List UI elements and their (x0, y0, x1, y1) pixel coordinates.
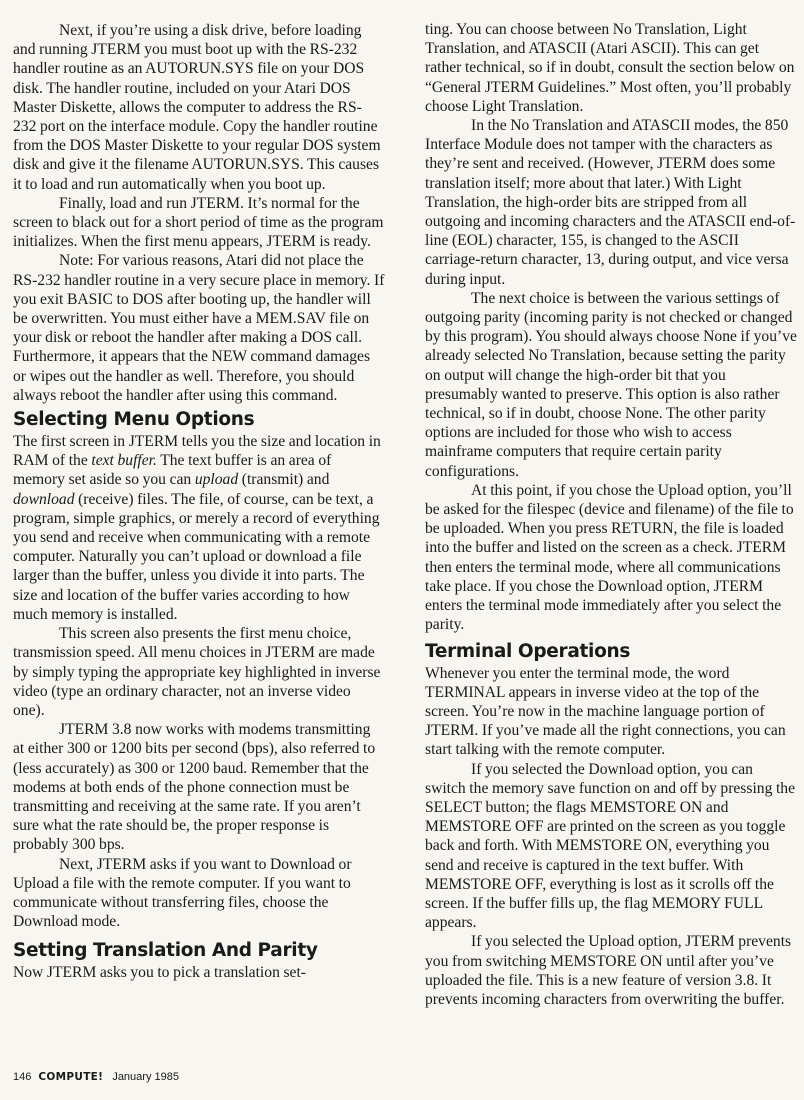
paragraph: JTERM 3.8 now works with modems transmitting at either 300 or 1200 bits per second (bps), also referred to (less accurately) as 300 or 1200 baud. Remember that the modems at both ends of the phone connection must be transmitting and receiving at the same rate. If you aren’t sure what the rate should be, the proper response is probably 300 bps. (13, 721, 376, 854)
paragraph: The next choice is between the various settings of outgoing parity (incoming parity is not checked or changed by this program). You should always choose None if you’ve already selected No Translation, because setting the parity on output will change the high-order bit that you presumably wanted to preserve. This option is also rather technical, so if in doubt, choose None. The other parity options are included for those who wish to access mainframe computers that require certain parity configurations. (425, 289, 797, 480)
paragraph: Finally, load and run JTERM. It’s normal for the screen to black out for a short period of time as the program initializes. When the first menu appears, JTERM is ready. (13, 194, 384, 251)
emphasis: upload (194, 471, 239, 489)
magazine-name: COMPUTE! (38, 1071, 104, 1083)
paragraph: Note: For various reasons, Atari did not place the RS-232 handler routine in a very secure place in memory. If you exit BASIC to DOS after booting up, the handler will be overwritten. You must either have a MEM.SAV file on your disk or reboot the handler after making a DOS call. Furthermore, it appears that the NEW command damages or wipes out the handler as well. Therefore, you should always reboot the handler after using this command. (13, 252, 385, 404)
paragraph: This screen also presents the first menu choice, transmission speed. All menu choices in JTERM are made by simply typing the appropriate key highlighted in inverse video (type an ordinary character, not an inverse video one). (13, 625, 381, 719)
left-column (13, 21, 385, 983)
paragraph: At this point, if you chose the Upload option, you’ll be asked for the filespec (device and filename) of the file to be uploaded. When you press RETURN, the file is loaded into the buffer and listed on the screen as a check. JTERM then enters the terminal mode, where all communications take place. If you chose the Download option, JTERM enters the terminal mode immediately after you select the parity. (425, 481, 794, 634)
right-column (425, 20, 797, 1009)
paragraph: If you selected the Download option, you can switch the memory save function on and off by pressing the SELECT button; the flags MEMSTORE ON and MEMSTORE OFF are printed on the screen as you toggle back and forth. With MEMSTORE ON, everything you send and receive is captured in the text buffer. With MEMSTORE OFF, everything is lost as it scrolls off the screen. If the buffer fills up, the flag MEMORY FULL appears. (425, 760, 796, 932)
paragraph: Whenever you enter the terminal mode, the word TERMINAL appears in inverse video at the top of the screen. You’re now in the machine language portion of JTERM. If you’ve made all the right connections, you can start talking with the remote computer. (425, 664, 786, 759)
paragraph: If you selected the Upload option, JTERM prevents you from switching MEMSTORE ON until after you’ve uploaded the file. This is a new feature of version 3.8. It prevents incoming characters from overwriting the buffer. (425, 933, 792, 1008)
text-run: (receive) files. The file, of course, can be text, a program, simple graphics, or merely a record of everything you send and receive when communicating with a remote computer. Naturally you can’t upload or download a file larger than the buffer, unless you divide it into parts. The size and location of the buffer varies according to how much memory is installed. (13, 490, 380, 623)
section-heading-menu-options: Selecting Menu Options (13, 409, 255, 431)
emphasis: download (13, 490, 75, 508)
paragraph: Now JTERM asks you to pick a translation set- (13, 964, 306, 982)
section-heading-translation-parity: Setting Translation And Parity (13, 940, 318, 962)
section-heading-terminal-operations: Terminal Operations (425, 640, 631, 662)
page-number: 146 (13, 1071, 32, 1083)
paragraph: Next, if you’re using a disk drive, before loading and running JTERM you must boot up with the RS-232 handler routine as an AUTORUN.SYS file on your DOS disk. The handler routine, included on your Atari DOS Master Diskette, allows the computer to address the RS-232 port on the interface module. Copy the handler routine from the DOS Master Diskette to your regular DOS system disk and give it the filename AUTORUN.SYS. This causes it to load and run automatically when you boot up. (13, 22, 381, 193)
paragraph (13, 432, 385, 624)
emphasis: text buffer. (91, 452, 157, 470)
issue-date: January 1985 (112, 1071, 179, 1083)
text-run: The text buffer is an area of memory set aside so you can (13, 452, 332, 489)
text-run: (transmit) and (238, 471, 330, 489)
paragraph: ting. You can choose between No Translation, Light Translation, and ATASCII (Atari ASCII). This can get rather technical, so if in doubt, consult the section below on “General JTERM Guidelines.” Most often, you’ll probably choose Light Translation. (425, 21, 795, 115)
text-run: The first screen in JTERM tells you the size and location in RAM of the (13, 433, 381, 470)
page-footer (13, 1071, 179, 1084)
paragraph: Next, JTERM asks if you want to Download or Upload a file with the remote computer. If you want to communicate without transferring files, choose the Download mode. (13, 855, 352, 931)
paragraph: In the No Translation and ATASCII modes, the 850 Interface Module does not tamper with the characters as they’re sent and received. (However, JTERM does some translation itself; more about that later.) With Light Translation, the high-order bits are stripped from all outgoing and incoming characters and the ATASCII end-of-line (EOL) character, 155, is changed to the ASCII carriage-return character, 13, during output, and vice versa during input. (425, 117, 796, 288)
